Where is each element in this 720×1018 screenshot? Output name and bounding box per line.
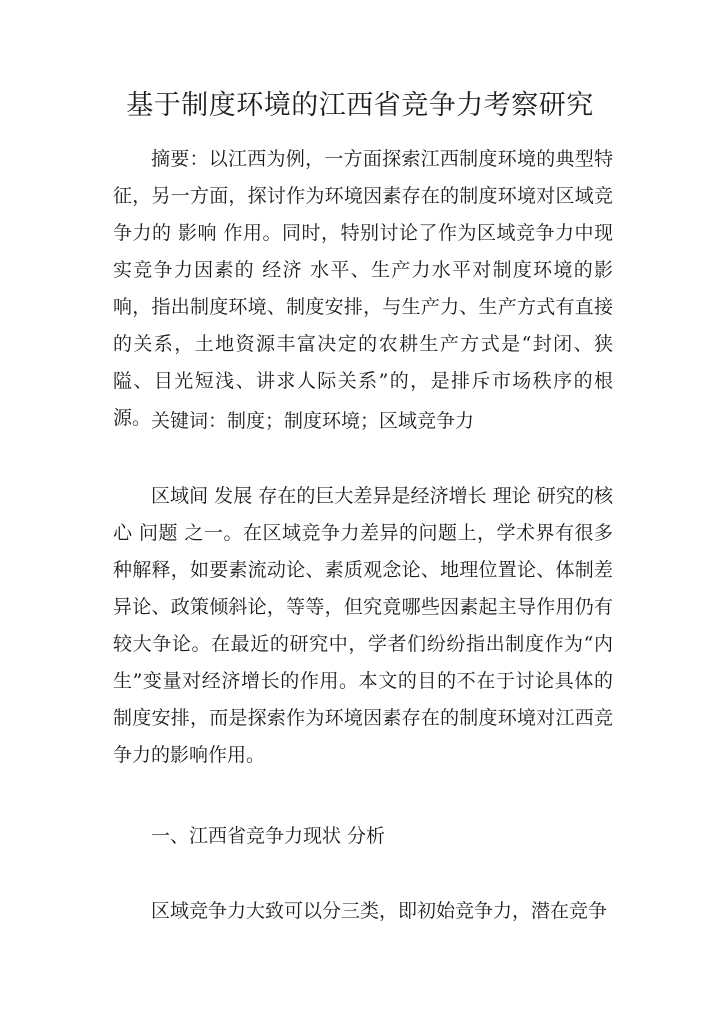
abstract-paragraph: 摘要：以江西为例，一方面探索江西制度环境的典型特征，另一方面，探讨作为环境因素存在的制度环境对区域竞争力的 影响 作用。同时，特别讨论了作为区域竞争力中现实竞争力因素的 经济 水平、生产力水平对制度环境的影响，指出制度环境、制度安排，与生产力、生产方式有直接的关系，土地资源丰富决定的农耕生产方式是“封闭、狭隘、目光短浅、讲求人际关系”的，是排斥市场秩序的根源。 [113, 148, 613, 429]
section-heading: 一、江西省竞争力现状 分析 [151, 825, 386, 847]
intro-paragraph: 区域间 发展 存在的巨大差异是经济增长 理论 研究的核心 问题 之一。在区域竞争力差异的问题上，学术界有很多种解释，如要素流动论、素质观念论、地理位置论、体制差异论、政策倾斜论，等等，但究竟哪些因素起主导作用仍有较大争论。在最近的研究中，学者们纷纷指出制度作为“内生”变量对经济增长的作用。本文的目的不在于讨论具体的制度安排，而是探索作为环境因素存在的制度环境对江西竞争力的影响作用。 [113, 485, 613, 766]
keywords-line: 关键词：制度；制度环境；区域竞争力 [151, 410, 475, 432]
section-paragraph: 区域竞争力大致可以分三类，即初始竞争力，潜在竞争 [151, 900, 608, 922]
document-title: 基于制度环境的江西省竞争力考察研究 [126, 90, 594, 121]
